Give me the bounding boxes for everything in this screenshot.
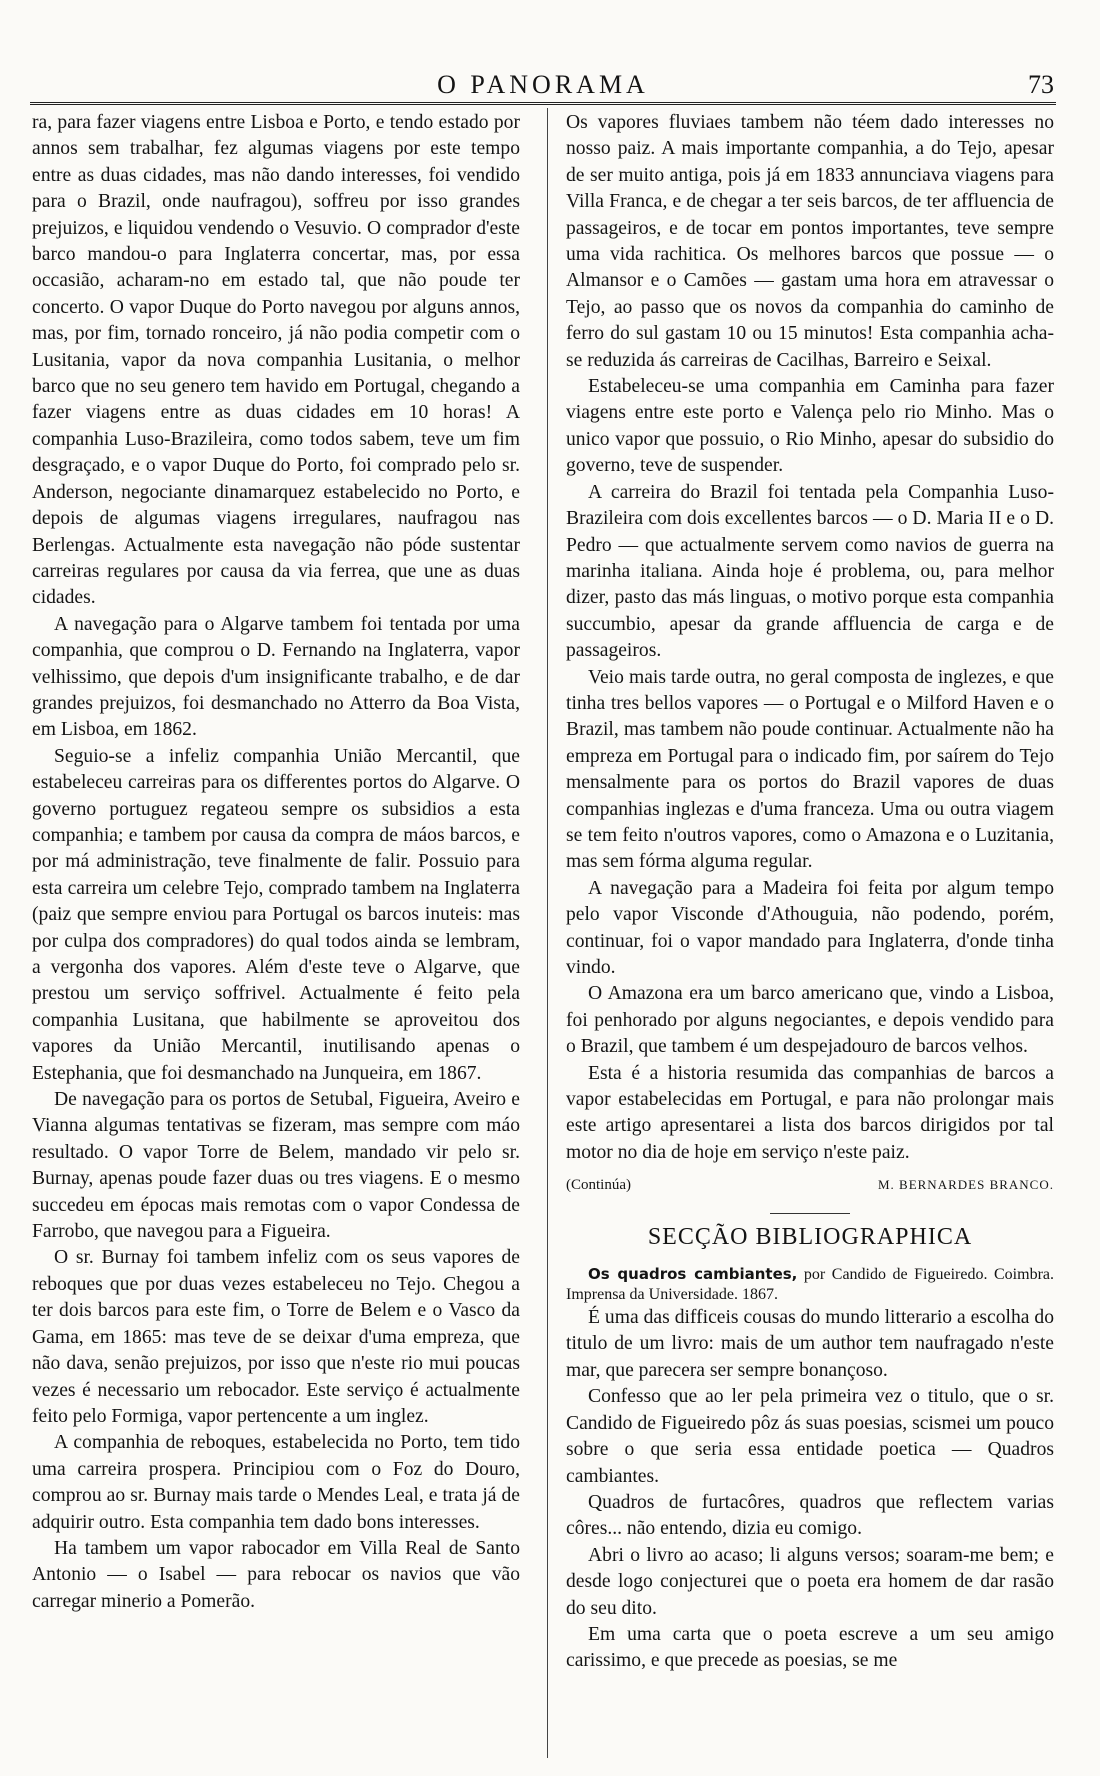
paragraph: Esta é a historia resumida das companhias de barcos a vapor estabelecidas em Portugal, e para não prolongar mais este artigo apresentarei a lista dos barcos dirigidos por tal motor no dia de hoje em serviço n'este paiz.: [566, 1062, 1054, 1163]
page-header: [30, 62, 1056, 105]
page-number: 73: [1028, 70, 1054, 99]
paragraph: ra, para fazer viagens entre Lisboa e Porto, e tendo estado por annos sem trabalhar, fez algumas viagens por este tempo entre as duas cidades, mas não dando interesses, foi vendido para o Brazil, onde naufragou), soffreu por isso grandes prejuizos, e liquidou vendendo o Vesuvio. O comprador d'este barco mandou-o para Inglaterra concertar, mas, por essa occasião, acharam-no em estado tal, que não poude ter concerto. O vapor Duque do Porto navegou por alguns annos, mas, por fim, tornado ronceiro, já não podia competir com o Lusitania, vapor da nova companhia Lusitania, o melhor barco que no seu genero tem havido em Portugal, chegando a fazer viagens entre as duas cidades em 10 horas! A companhia Luso-Brazileira, como todos sabem, teve um fim desgraçado, e o vapor Duque do Porto, foi comprado pelo sr. Anderson, negociante dinamarquez estabelecido no Porto, e depois de algumas viagens irregulares, naufragou nas Berlengas. Actualmente esta navegação não póde sustentar carreiras regulares por causa da via ferrea, que une as duas cidades.: [32, 112, 520, 609]
paragraph: A navegação para a Madeira foi feita por algum tempo pelo vapor Visconde d'Athouguia, não podendo, porém, continuar, foi o vapor mandado para Inglaterra, d'onde tinha vindo.: [566, 877, 1054, 978]
bibliography-entry: [566, 1264, 1054, 1305]
paragraph: A companhia de reboques, estabelecida no Porto, tem tido uma carreira prospera. Principiou com o Foz do Douro, comprou ao sr. Burnay mais tarde o Mendes Leal, e trata já de adquirir outro. Esta companhia tem dado bons interesses.: [32, 1432, 520, 1533]
paragraph: A carreira do Brazil foi tentada pela Companhia Luso-Brazileira com dois excellentes barcos — o D. Maria II e o D. Pedro — que actualmente servem como navios de guerra na marinha italiana. Ainda hoje é problema, ou, para melhor dizer, pasto das más linguas, o motivo porque esta companhia succumbio, apesar da grande affluencia de carga e de passageiros.: [566, 481, 1054, 662]
article-signature: [566, 1172, 1054, 1198]
book-title: Os quadros cambiantes,: [588, 1265, 798, 1284]
paragraph: De navegação para os portos de Setubal, Figueira, Aveiro e Vianna algumas tentativas se fizeram, mas sempre com máo resultado. O vapor Torre de Belem, mandado vir pelo sr. Burnay, apenas poude fazer duas ou tres viagens. E o mesmo succedeu em épocas mais remotas com o vapor Condessa de Farrobo, que navegou para a Figueira.: [32, 1089, 520, 1243]
paragraph: Seguio-se a infeliz companhia União Mercantil, que estabeleceu carreiras para os differentes portos do Algarve. O governo portuguez regateou sempre os subsidios a esta companhia; e tambem por causa da compra de máos barcos, e por má administração, teve finalmente de falir. Possuio para esta carreira um celebre Tejo, comprado tambem na Inglaterra (paiz que sempre enviou para Portugal os barcos inuteis: mas por culpa dos compradores) do qual todos ainda se lembram, a vergonha dos vapores. Além d'este teve o Algarve, que prestou um serviço soffrivel. Actualmente é feito pela companhia Lusitana, que habilmente se aproveitou dos vapores da União Mercantil, inutilisando apenas o Estephania, que foi desmanchado na Junqueira, em 1867.: [32, 745, 520, 1084]
paragraph: Confesso que ao ler pela primeira vez o titulo, que o sr. Candido de Figueiredo pôz ás suas poesias, scismei um pouco sobre o que seria essa entidade poetica — Quadros cambiantes.: [566, 1386, 1054, 1487]
paragraph: O Amazona era um barco americano que, vindo a Lisboa, foi penhorado por alguns negociantes, e depois vendido para o Brazil, que tambem é um despejadouro de barcos velhos.: [566, 983, 1054, 1058]
paragraph: O sr. Burnay foi tambem infeliz com os seus vapores de reboques que por duas vezes estabeleceu no Tejo. Chegou a ter dois barcos para este fim, o Torre de Belem e o Vasco da Gama, em 1865: mas teve de se deixar d'uma empreza, que não dava, senão prejuizos, por isso que n'este rio mui poucas vezes é necessario um rebocador. Este serviço é actualmente feito pelo Formiga, vapor pertencente a um inglez.: [32, 1247, 520, 1427]
author-name: M. BERNARDES BRANCO.: [877, 1177, 1054, 1193]
paragraph: Os vapores fluviaes tambem não téem dado interesses no nosso paiz. A mais importante companhia, a do Tejo, apesar de ser muito antiga, pois já em 1833 annunciava viagens para Villa Franca, e de chegar a ter seis barcos, de ter affluencia de passageiros, e de tocar em pontos importantes, teve sempre uma vida rachitica. Os melhores barcos que possue — o Almansor e o Camões — gastam uma hora em atravessar o Tejo, ao passo que os novos da companhia do caminho de ferro do sul gastam 10 ou 15 minutos! Esta companhia acha-se reduzida ás carreiras de Cacilhas, Barreiro e Seixal.: [566, 112, 1054, 371]
section-separator: [770, 1213, 850, 1214]
paragraph: Veio mais tarde outra, no geral composta de inglezes, e que tinha tres bellos vapores — o Portugal e o Milford Haven e o Brazil, mas tambem não poude continuar. Actualmente não ha empreza em Portugal para o indicado fim, por saírem do Tejo mensalmente para os portos do Brazil vapores de duas companhias inglezas e d'uma franceza. Uma ou outra viagem se tem feito n'outros vapores, como o Amazona e o Luzitania, mas sem fórma alguma regular.: [566, 666, 1054, 873]
paragraph: Quadros de furtacôres, quadros que reflectem varias côres... não entendo, dizia eu comigo.: [566, 1491, 1054, 1540]
continuation-note: (Continúa): [566, 1177, 631, 1194]
column-divider: [547, 108, 548, 1758]
paragraph: Estabeleceu-se uma companhia em Caminha para fazer viagens entre este porto e Valença pelo rio Minho. Mas o unico vapor que possuio, o Rio Minho, apesar do subsidio do governo, teve de suspender.: [566, 376, 1054, 477]
right-column: [566, 110, 1054, 1675]
left-column: [32, 110, 520, 1615]
paragraph: Em uma carta que o poeta escreve a um seu amigo carissimo, e que precede as poesias, se me: [566, 1623, 1054, 1672]
masthead-title: O PANORAMA: [437, 70, 649, 99]
paragraph: Ha tambem um vapor rabocador em Villa Real de Santo Antonio — o Isabel — para rebocar os navios que vão carregar minerio a Pomerão.: [32, 1537, 520, 1612]
section-title: SECÇÃO BIBLIOGRAPHICA: [647, 1223, 973, 1250]
paragraph: É uma das difficeis cousas do mundo litterario a escolha do titulo de um livro: mais de um author tem naufragado n'este mar, que parecera ser sempre bonançoso.: [566, 1307, 1054, 1381]
book-details: por Candido de Figueiredo. Coimbra. Imprensa da Universidade. 1867.: [566, 1266, 1054, 1304]
paragraph: A navegação para o Algarve tambem foi tentada por uma companhia, que comprou o D. Fernando na Inglaterra, vapor velhissimo, que depois d'um insignificante trabalho, e de dar grandes prejuizos, foi desmanchado no Atterro da Boa Vista, em Lisboa, em 1862.: [32, 613, 520, 741]
paragraph: Abri o livro ao acaso; li alguns versos; soaram-me bem; e desde logo conjecturei que o poeta era homem de dar rasão do seu dito.: [566, 1544, 1054, 1619]
